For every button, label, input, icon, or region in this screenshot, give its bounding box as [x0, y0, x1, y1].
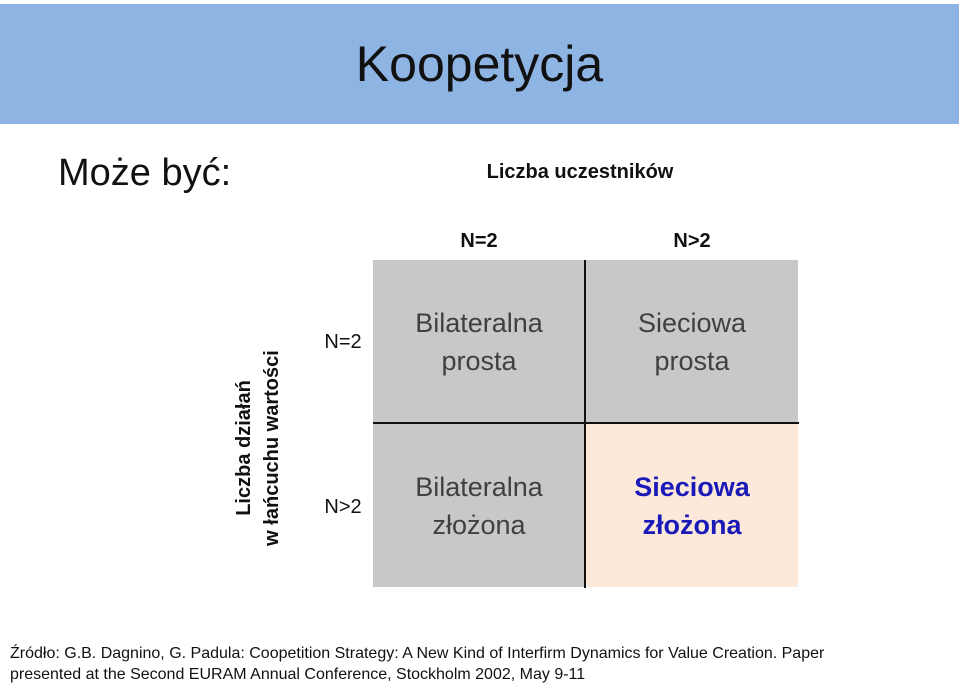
cell-network-simple	[586, 260, 798, 423]
column-axis-title: Liczba uczestników	[486, 161, 674, 183]
row-axis-title	[230, 328, 286, 568]
cell-bilateral-complex-line2: złożona	[432, 509, 526, 540]
cell-network-complex-line2: złożona	[642, 509, 742, 540]
column-header-n2: N=2	[460, 230, 498, 252]
source-line1: Źródło: G.B. Dagnino, G. Padula: Coopetition Strategy: A New Kind of Interfirm Dynamics for Value Creation. Paper	[10, 645, 825, 662]
cell-bilateral-simple-line1: Bilateralna	[415, 307, 543, 338]
cell-network-complex	[586, 424, 798, 587]
cell-network-simple-line2: prosta	[654, 345, 730, 376]
row-header-n2: N=2	[324, 331, 362, 353]
slide-title: Koopetycja	[355, 36, 604, 92]
lead-text: Może być:	[58, 152, 232, 194]
source-line2: presented at the Second EURAM Annual Conference, Stockholm 2002, May 9-11	[10, 666, 586, 683]
cell-bilateral-simple-line2: prosta	[441, 345, 517, 376]
matrix-horizontal-divider	[373, 422, 799, 424]
source-citation	[10, 643, 955, 685]
cell-network-simple-line1: Sieciowa	[637, 307, 747, 338]
row-header-n-gt-2: N>2	[324, 496, 362, 518]
cell-bilateral-complex-line1: Bilateralna	[415, 471, 543, 502]
cell-bilateral-complex	[373, 424, 585, 587]
row-axis-title-line2: w łańcuchu wartości	[261, 350, 283, 546]
cell-network-complex-line1: Sieciowa	[634, 471, 750, 502]
matrix-vertical-divider	[584, 260, 586, 588]
row-axis-title-line1: Liczba działań	[233, 380, 255, 516]
column-header-n-gt-2: N>2	[673, 230, 711, 252]
cell-bilateral-simple	[373, 260, 585, 423]
